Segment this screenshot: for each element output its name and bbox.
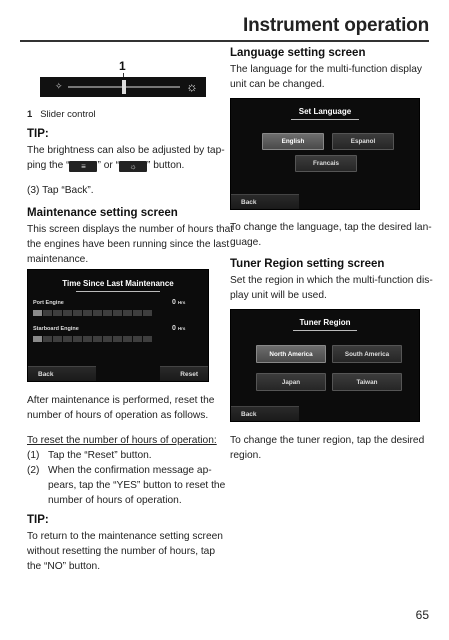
page-header-title: Instrument operation	[242, 15, 429, 36]
header-rule	[20, 40, 429, 42]
bar-segment	[43, 310, 52, 316]
reset-step-2-line-1: When the confirmation message ap-	[48, 465, 212, 476]
tip-text-b: ” or “	[97, 160, 119, 171]
bar-segment	[53, 336, 62, 342]
tip2-line-2: without resetting the number of hours, tap	[27, 546, 216, 557]
tuner-after-line-2: region.	[230, 450, 262, 461]
bar-segment	[63, 336, 72, 342]
title-underline	[293, 330, 357, 331]
stbd-hours-unit: Hrs	[177, 326, 186, 331]
maintenance-screen	[27, 269, 209, 382]
bar-segment	[123, 310, 132, 316]
bar-segment	[33, 336, 42, 342]
caption-text: Slider control	[40, 109, 96, 120]
port-engine-label: Port Engine	[33, 300, 64, 306]
reset-step-2-line-2: pears, tap the “YES” button to reset the	[48, 480, 226, 491]
port-hours-bar	[33, 310, 153, 316]
after-maintenance-line-2: number of hours of operation as follows.	[27, 410, 209, 421]
bar-segment	[133, 336, 142, 342]
tip2-heading: TIP:	[27, 514, 49, 526]
bar-segment	[113, 310, 122, 316]
back-button[interactable]: Back	[28, 366, 96, 381]
maintenance-screen-title: Time Since Last Maintenance	[62, 279, 174, 288]
menu-icon: ≡	[69, 161, 97, 172]
maintenance-line-1: This screen displays the number of hours that	[27, 224, 234, 235]
reset-step-1-text: Tap the “Reset” button.	[48, 450, 152, 461]
tuner-screen	[230, 309, 420, 422]
port-engine-hours	[172, 299, 185, 306]
reset-button[interactable]: Reset	[160, 366, 208, 381]
bar-segment	[83, 336, 92, 342]
espanol-button[interactable]: Espanol	[332, 133, 394, 150]
tip-text-line: The brightness can also be adjusted by tap-	[27, 145, 225, 156]
language-screen	[230, 98, 420, 210]
tip-text-c: ” button.	[147, 160, 185, 171]
step-3: (3) Tap “Back”.	[27, 185, 94, 196]
language-heading: Language setting screen	[230, 47, 366, 59]
page-number: 65	[415, 608, 429, 622]
bar-segment	[73, 336, 82, 342]
reset-step-2-num: (2)	[27, 465, 40, 476]
reset-hours-heading: To reset the number of hours of operation:	[27, 435, 217, 446]
port-hours-value: 0	[172, 299, 176, 306]
north-america-button[interactable]: North America	[256, 345, 326, 363]
stbd-hours-bar	[33, 336, 153, 342]
language-after-line-2: guage.	[230, 237, 262, 248]
bar-segment	[73, 310, 82, 316]
bar-segment	[53, 310, 62, 316]
tuner-after-line-1: To change the tuner region, tap the desired	[230, 435, 425, 446]
south-america-button[interactable]: South America	[332, 345, 402, 363]
francais-button[interactable]: Francais	[295, 155, 357, 172]
after-maintenance-line-1: After maintenance is performed, reset the	[27, 395, 215, 406]
maintenance-line-3: maintenance.	[27, 254, 89, 265]
slider-control[interactable]	[40, 77, 206, 97]
bar-segment	[83, 310, 92, 316]
back-button[interactable]: Back	[231, 406, 299, 421]
port-hours-unit: Hrs	[177, 300, 186, 305]
tip2-line-1: To return to the maintenance setting screen	[27, 531, 223, 542]
bar-segment	[123, 336, 132, 342]
small-sun-icon[interactable]: ✧	[55, 81, 63, 91]
bar-segment	[133, 310, 142, 316]
maintenance-heading: Maintenance setting screen	[27, 207, 178, 219]
bar-segment	[113, 336, 122, 342]
tip-text-a: ping the “	[27, 160, 70, 171]
bar-segment	[143, 310, 152, 316]
slider-handle[interactable]	[122, 80, 126, 94]
tip-text-line-2	[27, 158, 184, 174]
bar-segment	[93, 310, 102, 316]
maintenance-line-2: the engines have been running since the last	[27, 239, 230, 250]
bar-segment	[63, 310, 72, 316]
taiwan-button[interactable]: Taiwan	[332, 373, 402, 391]
starboard-engine-label: Starboard Engine	[33, 326, 79, 332]
starboard-engine-hours	[172, 325, 185, 332]
bar-segment	[103, 336, 112, 342]
sun-icon: ☼	[119, 161, 147, 172]
tip-heading: TIP:	[27, 128, 49, 140]
japan-button[interactable]: Japan	[256, 373, 326, 391]
language-after-line-1: To change the language, tap the desired lan-	[230, 222, 432, 233]
tuner-line-2: play unit will be used.	[230, 290, 327, 301]
bar-segment	[93, 336, 102, 342]
slider-callout-number: 1	[119, 59, 126, 73]
reset-step-1-num: (1)	[27, 450, 40, 461]
title-underline	[76, 291, 160, 292]
sun-icon[interactable]: ☼	[186, 79, 198, 94]
language-line-1: The language for the multi-function display	[230, 64, 422, 75]
tuner-screen-title: Tuner Region	[299, 318, 351, 327]
caption-number: 1	[27, 109, 33, 120]
language-screen-title: Set Language	[298, 107, 352, 116]
english-button[interactable]: English	[262, 133, 324, 150]
bar-segment	[103, 310, 112, 316]
language-line-2: unit can be changed.	[230, 79, 325, 90]
bar-segment	[43, 336, 52, 342]
bar-segment	[143, 336, 152, 342]
slider-caption	[27, 107, 96, 123]
reset-step-2-line-3: number of hours of operation.	[48, 495, 182, 506]
back-button[interactable]: Back	[231, 194, 299, 209]
stbd-hours-value: 0	[172, 325, 176, 332]
tuner-line-1: Set the region in which the multi-function dis-	[230, 275, 433, 286]
title-underline	[291, 119, 359, 120]
tip2-line-3: the “NO” button.	[27, 561, 101, 572]
bar-segment	[33, 310, 42, 316]
tuner-heading: Tuner Region setting screen	[230, 258, 385, 270]
